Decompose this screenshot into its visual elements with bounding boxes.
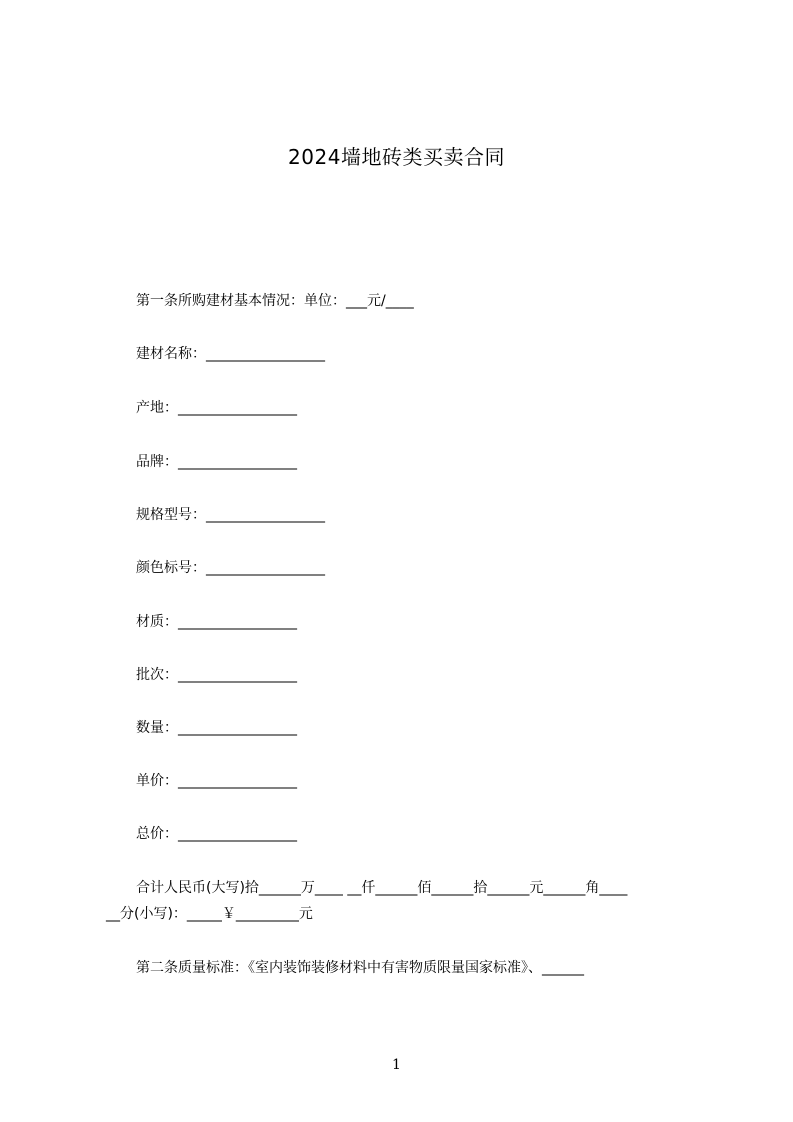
field-quantity: 数量：_________________ [136, 720, 297, 736]
total-amount-line-2: __分(小写)：_____￥_________元 [106, 906, 313, 922]
document-title: 2024墙地砖类买卖合同 [288, 145, 505, 169]
field-total-price: 总价：_________________ [136, 826, 297, 842]
field-material: 材质：_________________ [136, 614, 297, 630]
clause-1-basic-info: 第一条所购建材基本情况：单位：___元/____ [136, 293, 414, 309]
clause-2-quality-standard: 第二条质量标准：《室内装饰装修材料中有害物质限量国家标准》、______ [136, 960, 584, 976]
field-material-name: 建材名称：_________________ [136, 346, 325, 362]
total-amount-line-1: 合计人民币(大写)拾______万____ __仟______佰______拾______元______角____ [136, 880, 628, 896]
field-batch: 批次：_________________ [136, 667, 297, 683]
field-unit-price: 单价：_________________ [136, 773, 297, 789]
field-brand: 品牌：_________________ [136, 454, 297, 470]
field-model: 规格型号：_________________ [136, 507, 325, 523]
field-color-code: 颜色标号：_________________ [136, 560, 325, 576]
field-origin: 产地：_________________ [136, 400, 297, 416]
page-number: 1 [392, 1057, 401, 1073]
